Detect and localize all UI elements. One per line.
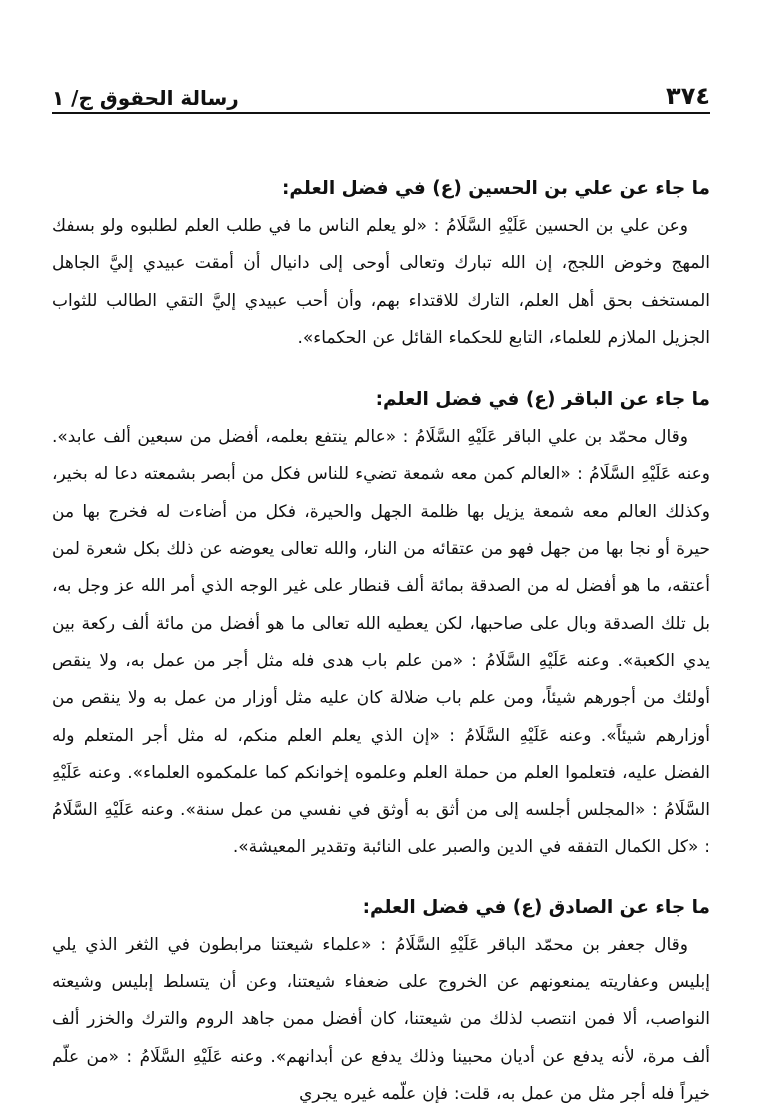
section-heading-al-sadiq: ما جاء عن الصادق (ع) في فضل العلم: (362, 896, 710, 918)
book-title: رسالة الحقوق ج/ ١ (52, 86, 239, 110)
page-number: ٣٧٤ (666, 82, 710, 110)
section-paragraph-al-baqir: وقال محمّد بن علي الباقر عَلَيْهِ السَّلَامُ : «عالم ينتفع بعلمه، أفضل من سبعين ألف عابد». وعنه عَلَيْهِ السَّلَامُ : «العالم كمن معه شمعة تضيء للناس فكل من أبصر بشمعته دعا له بخير، وكذلك العالم معه شمعة يزيل بها ظلمة الجهل والحيرة، فكل من أضاءت له فخرج بها من حيرة أو نجا بها من جهل فهو من عتقائه من النار، والله تعالى يعوضه عن ذلك بكل شعرة لمن أعتقه، ما هو أفضل له من الصدقة بمائة ألف قنطار على غير الوجه الذي أمر الله عز وجل به، بل تلك الصدقة وبال على صاحبها، لكن يعطيه الله تعالى ما هو أفضل من مائة ألف ركعة بين يدي الكعبة». وعنه عَلَيْهِ السَّلَامُ : «من علم باب هدى فله مثل أجر من عمل به، ولا ينقص أولئك من أجورهم شيئاً، ومن علم باب ضلالة كان عليه مثل أوزار من عمل به ولا ينقص من أوزارهم شيئاً». وعنه عَلَيْهِ السَّلَامُ : «إن الذي يعلم العلم منكم، له مثل أجر المتعلم وله الفضل عليه، فتعلموا العلم من حملة العلم وعلموه إخوانكم كما علمكموه العلماء». وعنه عَلَيْهِ السَّلَامُ : «المجلس أجلسه إلى من أثق به أوثق في نفسي من عمل سنة». وعنه عَلَيْهِ السَّلَامُ : «كل الكمال التفقه في الدين والصبر على النائبة وتقدير المعيشة». (52, 427, 710, 858)
section-paragraph-al-sadiq: وقال جعفر بن محمّد الباقر عَلَيْهِ السَّلَامُ : «علماء شيعتنا مرابطون في الثغر الذي يلي إبليس وعفاريته يمنعونهم عن الخروج على ضعفاء شيعتنا، وعن أن يتسلط إبليس وشيعته النواصب، ألا فمن انتصب لذلك من شيعتنا، كان أفضل ممن جاهد الروم والترك والخزر ألف ألف مرة، لأنه يدفع عن أديان محبينا وذلك يدفع عن أبدانهم». وعنه عَلَيْهِ السَّلَامُ : «من علّم خيراً فله أجر مثل من عمل به، قلت: فإن علّمه غيره يجري (52, 934, 710, 1104)
section-heading-al-baqir: ما جاء عن الباقر (ع) في فضل العلم: (375, 389, 710, 411)
running-header (52, 78, 710, 114)
section-heading-ali-ibn-al-husayn: ما جاء عن علي بن الحسين (ع) في فضل العلم: (282, 178, 710, 199)
page-body (52, 160, 710, 1113)
section-paragraph-ali-ibn-al-husayn: وعن علي بن الحسين عَلَيْهِ السَّلَامُ : «لو يعلم الناس ما في طلب العلم لطلبوه ولو بسفك المهج وخوض اللجج، إن الله تبارك وتعالى أوحى إلى دانيال أن أمقت عبيدي إليَّ الجاهل المستخف بحق أهل العلم، التارك للاقتداء بهم، وأن أحب عبيدي إليَّ التقي الطالب للثواب الجزيل الملازم للعلماء، التابع للحكماء القائل عن الحكماء». (52, 216, 710, 348)
